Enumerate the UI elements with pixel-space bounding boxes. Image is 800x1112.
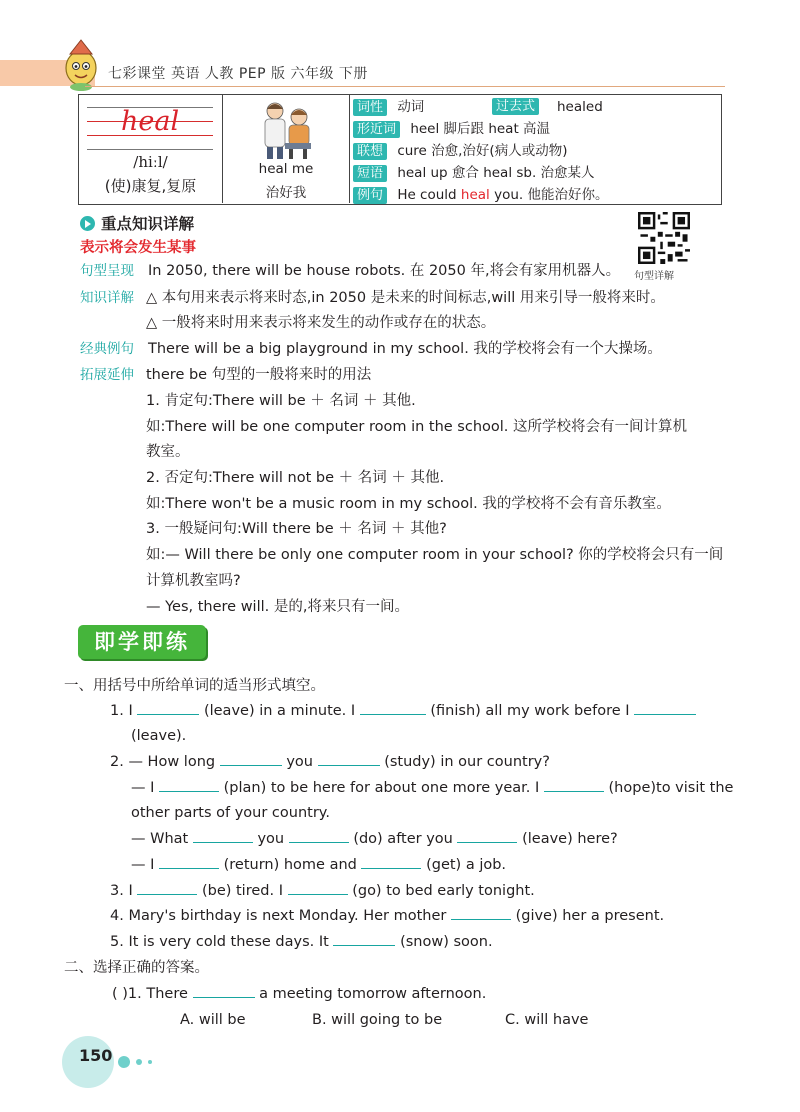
question-2c xyxy=(131,829,618,849)
answer-blank[interactable] xyxy=(457,830,517,843)
vocab-row-similar xyxy=(353,120,550,139)
extension-tag: 拓展延伸 xyxy=(80,367,134,383)
answer-blank[interactable] xyxy=(361,856,421,869)
answer-blank[interactable] xyxy=(451,907,511,920)
question-1 xyxy=(110,701,696,721)
mc-option-b[interactable]: B. will going to be xyxy=(312,1012,443,1028)
answer-blank[interactable] xyxy=(193,830,253,843)
tag-value: 动词 xyxy=(397,99,425,115)
header-rule xyxy=(85,86,725,87)
answer-blank[interactable] xyxy=(634,702,696,715)
tag-label: 过去式 xyxy=(492,98,539,115)
detail-line: △ 一般将来时用来表示将来发生的动作或存在的状态。 xyxy=(146,315,496,331)
vocab-row-phrase xyxy=(353,164,595,183)
vocab-card xyxy=(78,94,722,205)
mc-option-a[interactable]: A. will be xyxy=(180,1012,246,1028)
example-tag: 经典例句 xyxy=(80,341,134,357)
answer-blank[interactable] xyxy=(333,933,395,946)
extension-line: 如:There will be one computer room in the school. 这所学校将会有一间计算机 xyxy=(146,419,688,435)
answer-blank[interactable] xyxy=(288,882,348,895)
word-cell xyxy=(79,95,223,203)
question-text: (give) her a present. xyxy=(515,908,665,924)
question-text: a meeting tomorrow afternoon. xyxy=(259,986,487,1002)
pattern-tag: 句型呈现 xyxy=(80,263,134,279)
question-text: ( )1. There xyxy=(112,986,188,1002)
picture-caption-cn: 治好我 xyxy=(265,185,307,201)
tag-value: heal up 愈合 heal sb. 治愈某人 xyxy=(397,165,595,181)
vocab-row-example xyxy=(353,186,609,205)
question-text: (return) home and xyxy=(223,857,357,873)
vocab-row-pos xyxy=(353,98,603,117)
tag-label: 联想 xyxy=(353,143,387,160)
answer-blank[interactable] xyxy=(318,753,380,766)
topic-title: 表示将会发生某事 xyxy=(80,240,196,256)
pattern-text: In 2050, there will be house robots. 在 2050 年,将会有家用机器人。 xyxy=(148,263,621,279)
decor-dot xyxy=(148,1060,152,1064)
question-text: (study) in our country? xyxy=(384,754,550,770)
practice-banner: 即学即练 xyxy=(78,625,206,659)
question-text: 2. — How long xyxy=(110,754,216,770)
extension-line: 2. 否定句:There will not be ＋ 名词 ＋ 其他. xyxy=(146,470,445,486)
decor-dot xyxy=(136,1059,142,1065)
answer-blank[interactable] xyxy=(137,882,197,895)
extension-line: 如:There won't be a music room in my school. 我的学校将不会有音乐教室。 xyxy=(146,496,671,512)
question-1-cont: (leave). xyxy=(131,728,187,744)
extension-line: 教室。 xyxy=(146,444,190,460)
question-text: (do) after you xyxy=(353,831,453,847)
tag-value: healed xyxy=(557,99,603,115)
decor-dot xyxy=(118,1056,130,1068)
pencil-mascot-icon xyxy=(56,38,106,92)
question-text: — I xyxy=(131,857,155,873)
mc-question-1 xyxy=(112,984,486,1004)
question-2b xyxy=(131,778,733,798)
answer-blank[interactable] xyxy=(289,830,349,843)
question-5 xyxy=(110,932,493,952)
example-highlight: heal xyxy=(460,187,490,203)
answer-blank[interactable] xyxy=(137,702,199,715)
qr-code-icon[interactable] xyxy=(638,212,690,264)
phonetic: /hiːl/ xyxy=(133,153,168,171)
answer-blank[interactable] xyxy=(159,856,219,869)
question-text: (finish) all my work before I xyxy=(430,703,630,719)
example-sentence: There will be a big playground in my school. 我的学校将会有一个大操场。 xyxy=(148,341,662,357)
answer-blank[interactable] xyxy=(159,779,219,792)
question-text: 3. I xyxy=(110,883,133,899)
tag-value: heel 脚后跟 heat 高温 xyxy=(410,121,551,137)
picture-caption: heal me xyxy=(258,161,314,177)
extension-title: there be 句型的一般将来时的用法 xyxy=(146,367,372,383)
answer-blank[interactable] xyxy=(220,753,282,766)
vocab-word: heal xyxy=(121,106,180,137)
question-2b-cont: other parts of your country. xyxy=(131,805,330,821)
question-text: — What xyxy=(131,831,189,847)
detail-line: △ 本句用来表示将来时态,in 2050 是未来的时间标志,will 用来引导一般将来时。 xyxy=(146,290,665,306)
question-text: 5. It is very cold these days. It xyxy=(110,934,329,950)
question-text: (hope)to visit the xyxy=(608,780,734,796)
question-text: (plan) to be here for about one more year. I xyxy=(223,780,540,796)
question-text: (snow) soon. xyxy=(400,934,493,950)
extension-line: 1. 肯定句:There will be ＋ 名词 ＋ 其他. xyxy=(146,393,416,409)
tag-label: 例句 xyxy=(353,187,387,204)
question-2a xyxy=(110,752,550,772)
doctor-patient-illustration xyxy=(255,99,319,161)
writing-line xyxy=(87,149,213,150)
section-title-text: 重点知识详解 xyxy=(101,215,195,233)
extension-line: 3. 一般疑问句:Will there be ＋ 名词 ＋ 其他? xyxy=(146,521,447,537)
question-3 xyxy=(110,881,535,901)
tag-label: 短语 xyxy=(353,165,387,182)
word-meaning: (使)康复,复原 xyxy=(104,177,197,195)
part2-title: 二、选择正确的答案。 xyxy=(64,960,209,976)
part1-title: 一、用括号中所给单词的适当形式填空。 xyxy=(64,678,325,694)
qr-caption: 句型详解 xyxy=(634,271,674,282)
tag-label: 词性 xyxy=(353,99,387,116)
question-text: (be) tired. I xyxy=(201,883,283,899)
example-text: you. 他能治好你。 xyxy=(489,187,609,203)
question-text: you xyxy=(257,831,285,847)
example-text: He could xyxy=(397,187,461,203)
answer-blank[interactable] xyxy=(544,779,604,792)
question-text: 4. Mary's birthday is next Monday. Her mother xyxy=(110,908,447,924)
detail-tag: 知识详解 xyxy=(80,290,134,306)
question-text: (go) to bed early tonight. xyxy=(352,883,535,899)
extension-line: 计算机教室吗? xyxy=(146,573,241,589)
extension-line: — Yes, there will. 是的,将来只有一间。 xyxy=(146,599,409,615)
play-bullet-icon xyxy=(80,216,95,231)
tag-value: cure 治愈,治好(病人或动物) xyxy=(397,143,568,159)
question-text: you xyxy=(286,754,313,770)
picture-cell xyxy=(223,95,350,203)
mc-option-c[interactable]: C. will have xyxy=(505,1012,589,1028)
question-text: (leave) in a minute. I xyxy=(203,703,356,719)
section-title xyxy=(80,212,194,234)
word-info-cell xyxy=(350,95,720,203)
book-title: 七彩课堂 英语 人教 PEP 版 六年级 下册 xyxy=(108,66,368,82)
page-number: 150 xyxy=(79,1046,113,1065)
question-text: (get) a job. xyxy=(426,857,507,873)
question-4 xyxy=(110,906,664,926)
question-text: 1. I xyxy=(110,703,133,719)
vocab-row-assoc xyxy=(353,142,567,161)
question-text: — I xyxy=(131,780,155,796)
extension-line: 如:— Will there be only one computer room in your school? 你的学校将会只有一间 xyxy=(146,547,724,563)
tag-label: 形近词 xyxy=(353,121,400,138)
answer-blank[interactable] xyxy=(193,985,255,998)
question-text: (leave) here? xyxy=(522,831,618,847)
question-2d xyxy=(131,855,506,875)
answer-blank[interactable] xyxy=(360,702,426,715)
